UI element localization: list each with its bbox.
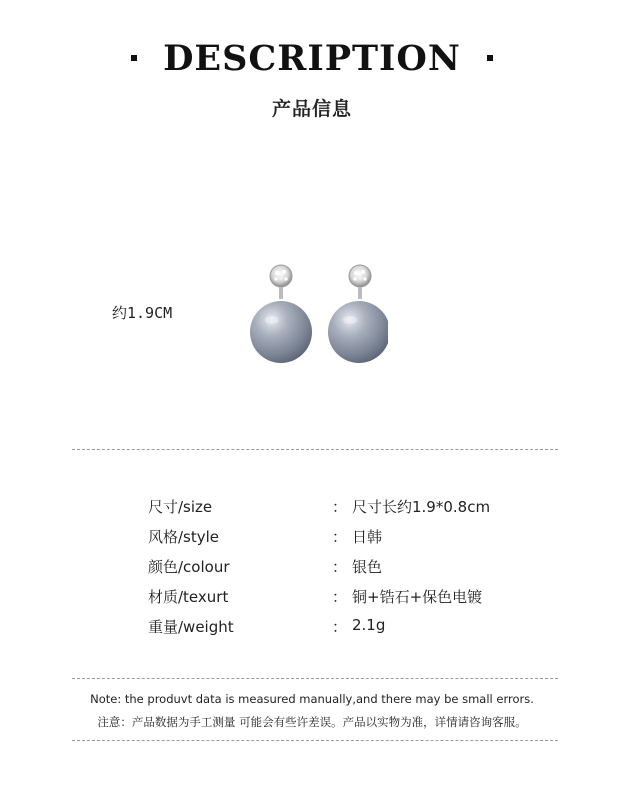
title-bullet-icon bbox=[131, 55, 137, 61]
spec-row-material bbox=[148, 586, 568, 608]
note-chinese: 注意：产品数据为手工测量 可能会有些许差误。产品以实物为准，详情请咨询客服。 bbox=[97, 715, 527, 729]
spec-separator: ： bbox=[332, 618, 348, 636]
spec-separator: ： bbox=[332, 558, 348, 576]
title-bullet-icon bbox=[487, 55, 493, 61]
right-earring bbox=[328, 265, 388, 363]
spec-value: 尺寸长约1.9*0.8cm bbox=[352, 498, 491, 516]
spec-row-style bbox=[148, 526, 568, 548]
pearl-earrings-icon bbox=[248, 258, 388, 368]
spec-value: 银色 bbox=[352, 558, 383, 576]
spec-label: 风格/style bbox=[148, 528, 220, 546]
spec-label: 颜色/colour bbox=[148, 558, 230, 576]
spec-row-weight bbox=[148, 616, 568, 638]
spec-value: 铜+锆石+保色电镀 bbox=[352, 588, 483, 606]
spec-label: 重量/weight bbox=[148, 618, 234, 636]
size-annotation: 约1.9CM bbox=[112, 304, 173, 322]
title-text: DESCRIPTION bbox=[163, 38, 461, 79]
divider bbox=[72, 678, 558, 679]
spec-label: 尺寸/size bbox=[148, 498, 213, 516]
spec-value: 日韩 bbox=[352, 528, 383, 546]
spec-row-colour bbox=[148, 556, 568, 578]
divider bbox=[72, 740, 558, 741]
divider bbox=[72, 449, 558, 450]
spec-separator: ： bbox=[332, 498, 348, 516]
section-subtitle: 产品信息 bbox=[271, 98, 352, 120]
section-title bbox=[0, 38, 624, 79]
left-earring bbox=[250, 265, 312, 363]
spec-separator: ： bbox=[332, 588, 348, 606]
note-english: Note: the produvt data is measured manually,and there may be small errors. bbox=[90, 692, 534, 706]
spec-row-size bbox=[148, 496, 568, 518]
spec-value: 2.1g bbox=[352, 616, 386, 634]
spec-label: 材质/texurt bbox=[148, 588, 229, 606]
spec-separator: ： bbox=[332, 528, 348, 546]
